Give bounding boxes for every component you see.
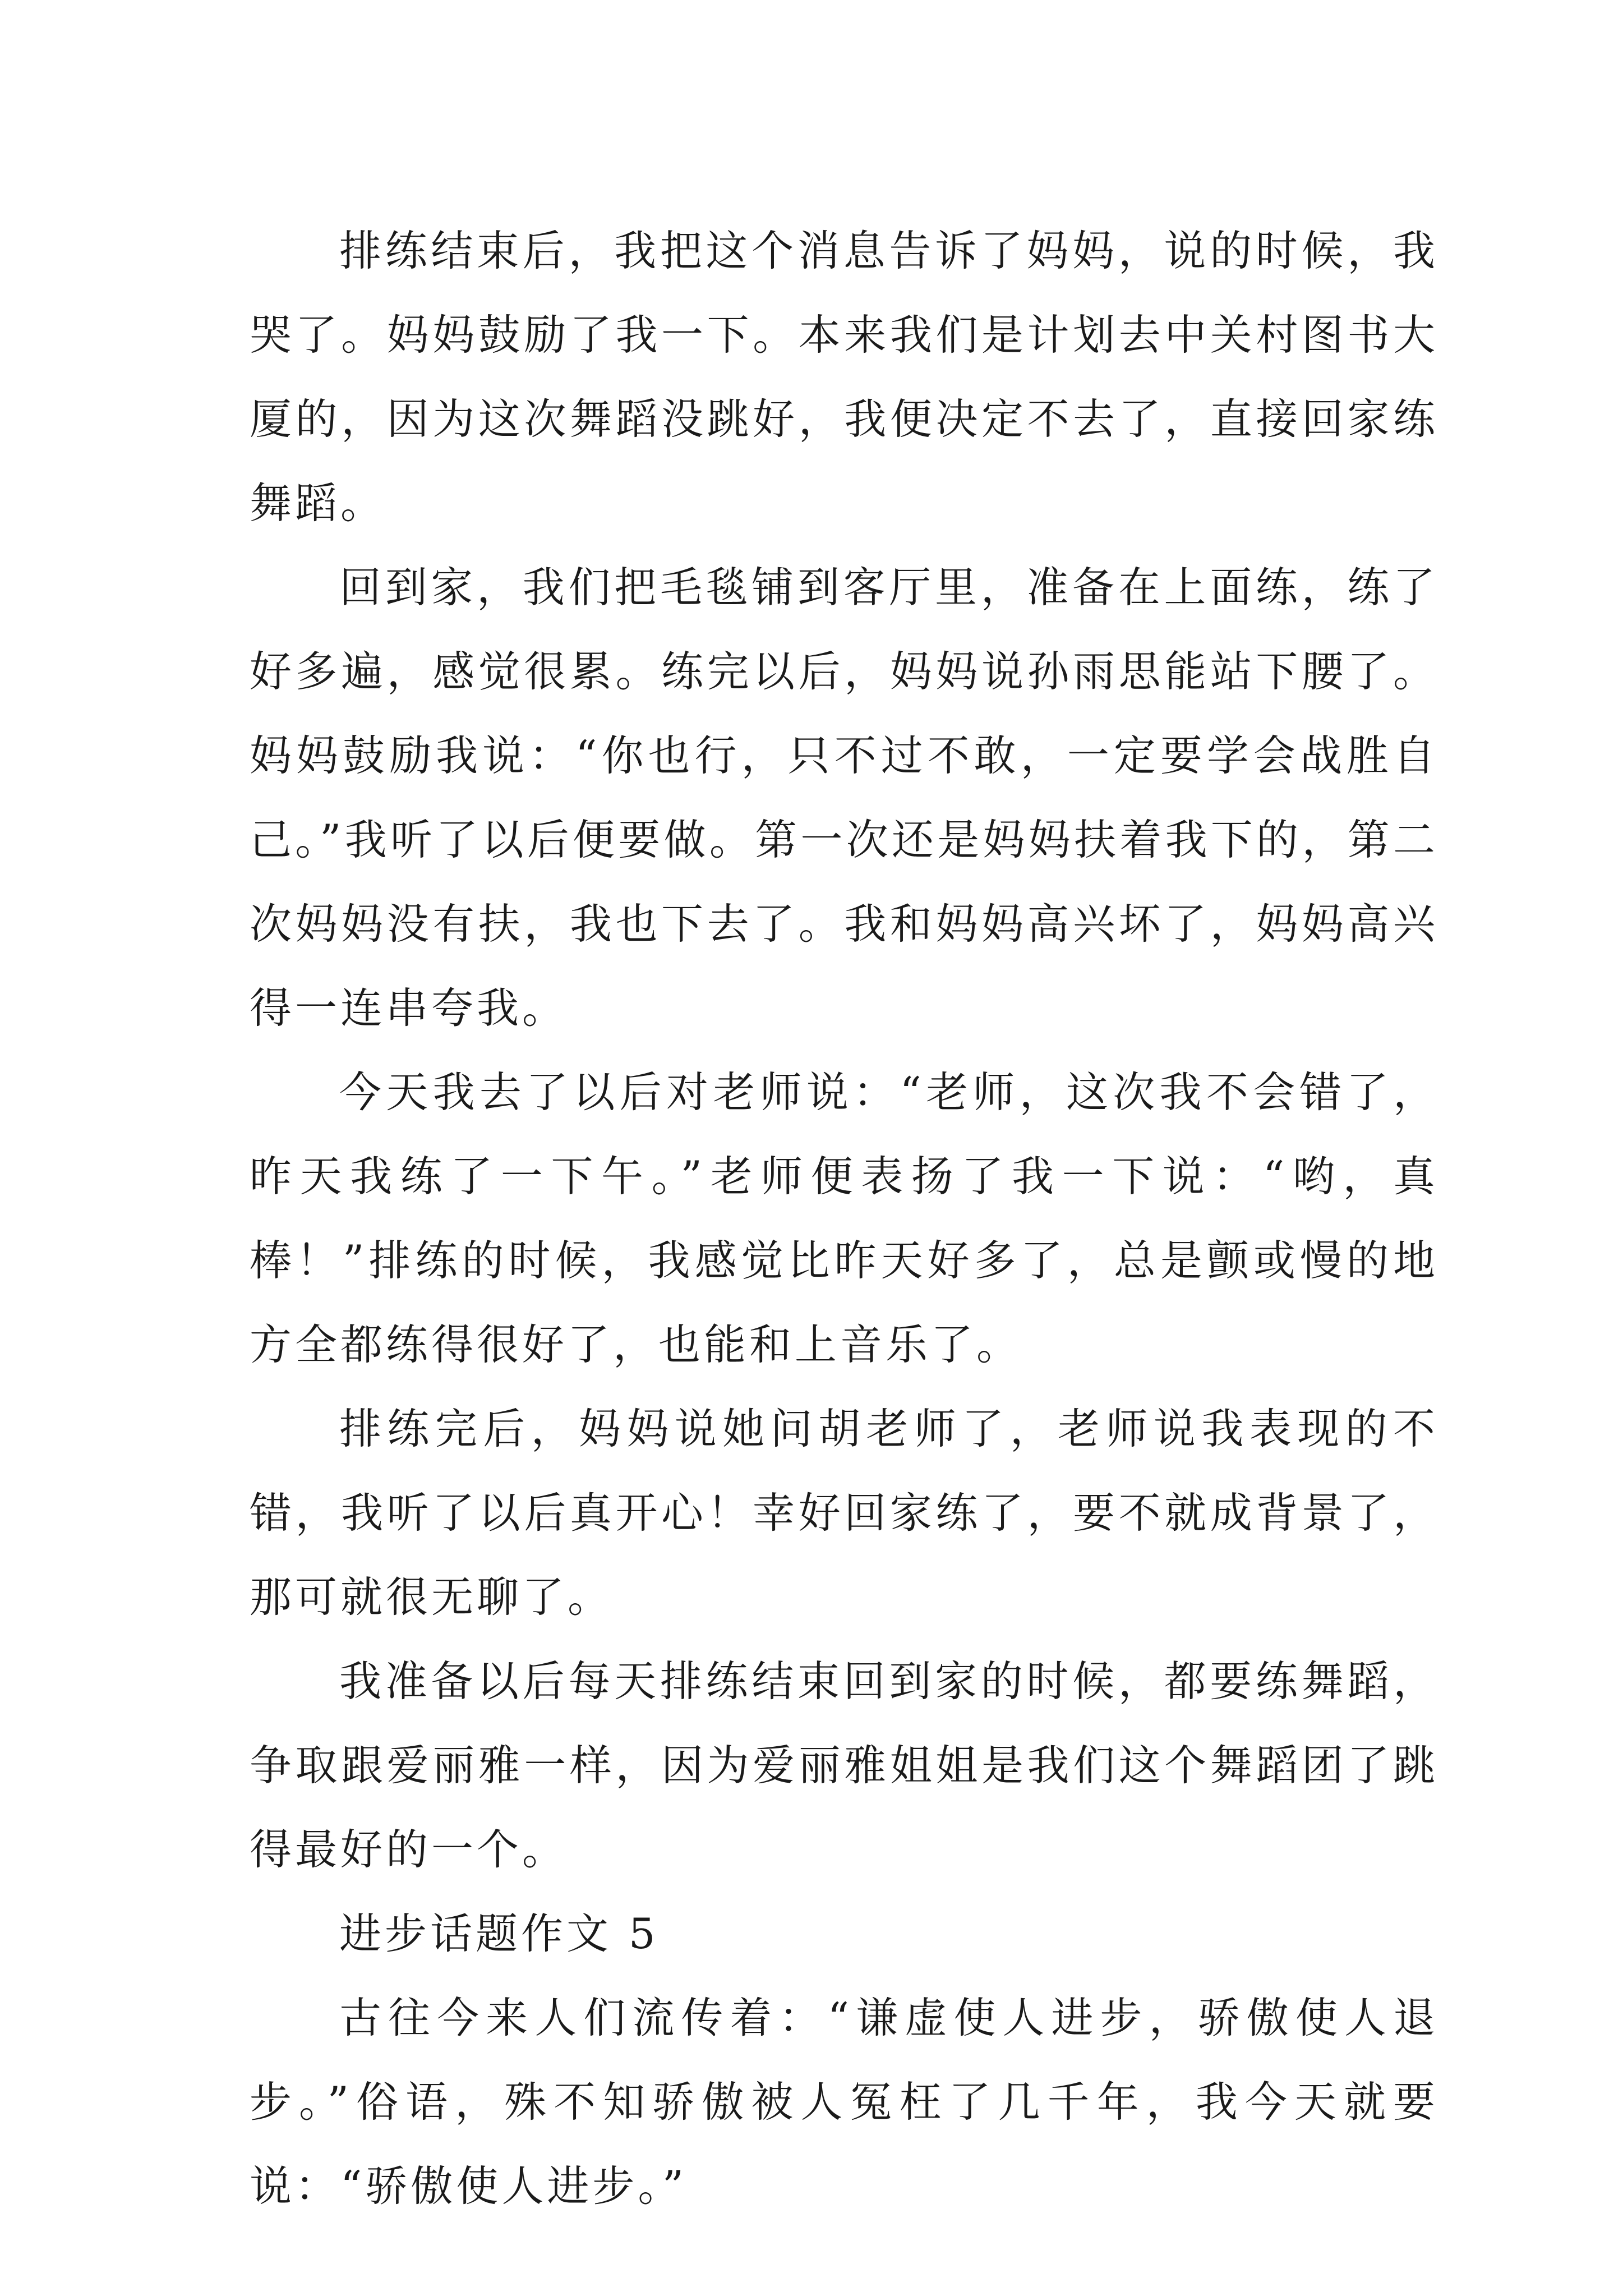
- paragraph-3: 今天我去了以后对老师说：“老师，这次我不会错了，昨天我练了一下午。”老师便表扬了我一下说：“哟，真棒！”排练的时候，我感觉比昨天好多了，总是颤或慢的地方全都练得很好了，也能和上音乐了。: [250, 1068, 1438, 1369]
- section-heading: 进步话题作文 5: [339, 1909, 659, 1958]
- paragraph-5: 我准备以后每天排练结束回到家的时候，都要练舞蹈，争取跟爱丽雅一样，因为爱丽雅姐姐是我们这个舞蹈团了跳得最好的一个。: [250, 1657, 1438, 1874]
- paragraph-2: 回到家，我们把毛毯铺到客厅里，准备在上面练，练了好多遍，感觉很累。练完以后，妈妈说孙雨思能站下腰了。妈妈鼓励我说：“你也行，只不过不敢，一定要学会战胜自己。”我听了以后便要做。第一次还是妈妈扶着我下的，第二次妈妈没有扶，我也下去了。我和妈妈高兴坏了，妈妈高兴得一连串夸我。: [250, 563, 1438, 1033]
- paragraph-1: 排练结束后，我把这个消息告诉了妈妈，说的时候，我哭了。妈妈鼓励了我一下。本来我们是计划去中关村图书大厦的，因为这次舞蹈没跳好，我便决定不去了，直接回家练舞蹈。: [250, 226, 1438, 528]
- paragraph-6: 古往今来人们流传着：“谦虚使人进步，骄傲使人退步。”俗语，殊不知骄傲被人冤枉了几千年，我今天就要说：“骄傲使人进步。”: [250, 1993, 1438, 2211]
- document-body: [250, 209, 1438, 2228]
- paragraph-4: 排练完后，妈妈说她问胡老师了，老师说我表现的不错，我听了以后真开心！幸好回家练了，要不就成背景了，那可就很无聊了。: [250, 1404, 1438, 1622]
